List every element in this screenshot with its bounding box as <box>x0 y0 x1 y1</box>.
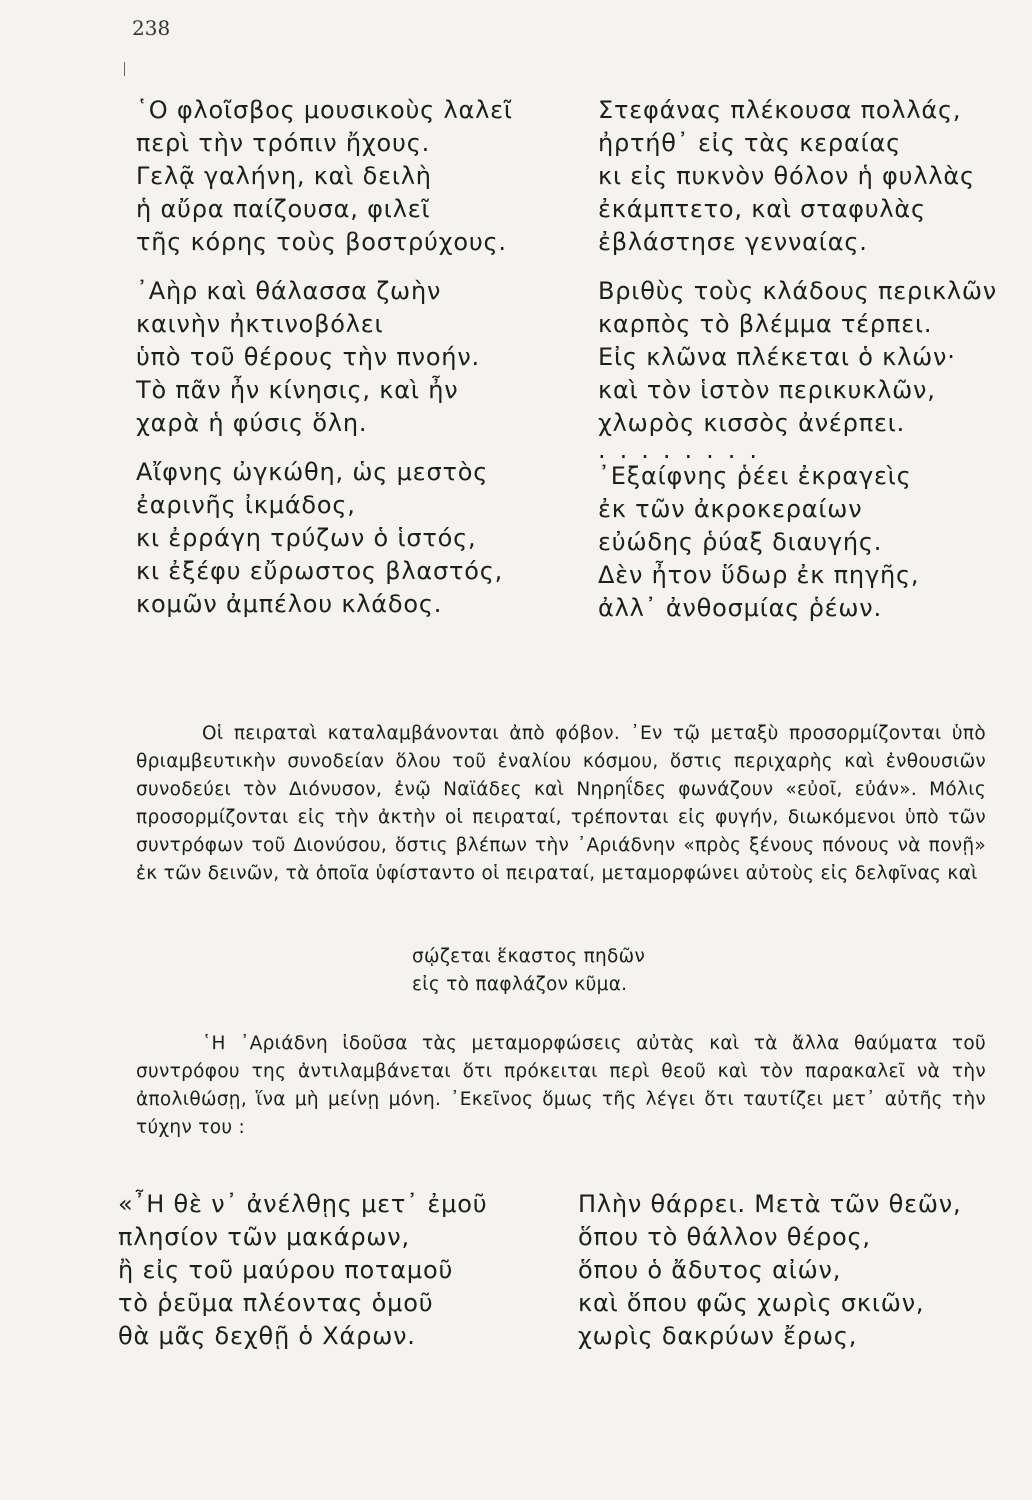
verse-line: χλωρὸς κισσὸς ἀνέρπει. <box>598 409 906 437</box>
verse-line: Δὲν ἦτον ὕδωρ ἐκ πηγῆς, <box>598 561 920 589</box>
verse-line: καὶ ὅπου φῶς χωρὶς σκιῶν, <box>578 1289 925 1317</box>
verse-line: ὑπὸ τοῦ θέρους τὴν πνοήν. <box>136 343 480 371</box>
verse-line: ἐκάμπτετο, καὶ σταφυλὰς <box>598 195 926 223</box>
verse-line: Εἰς κλῶνα πλέκεται ὁ κλών· <box>598 343 956 371</box>
verse-line: κομῶν ἀμπέλου κλάδος. <box>136 590 443 618</box>
verse-line: ἠρτήθ᾽ εἰς τὰς κεραίας <box>598 129 902 157</box>
verse-line: χωρὶς δακρύων ἔρως, <box>578 1322 858 1350</box>
verse-line: εὐώδης ῥύαξ διαυγής. <box>598 528 883 556</box>
verse-line: ὅπου τὸ θάλλον θέρος, <box>578 1223 871 1251</box>
paragraph-text: ῾Η ᾽Αριάδνη ἰδοῦσα τὰς μεταμορφώσεις αὐτὰς καὶ τὰ ἄλλα θαύματα τοῦ συντρόφου της ἀντιλαμβάνεται ὅτι πρόκειται περὶ θεοῦ καὶ τὸν παρακαλεῖ νὰ τὴν ἀπολιθώσῃ, ἵνα μὴ μείνῃ μόνη. ᾽Εκεῖνος ὅμως τῆς λέγει ὅτι ταυτίζει μετ᾽ αὐτῆς τὴν τύχην του : <box>136 1033 986 1138</box>
prose-paragraph-2 <box>136 1030 986 1142</box>
verse-line: ὅπου ὁ ἄδυτος αἰών, <box>578 1256 842 1284</box>
quote <box>412 943 645 999</box>
verse-line: καρπὸς τὸ βλέμμα τέρπει. <box>598 310 933 338</box>
stanza <box>136 94 513 259</box>
verse-line: ᾽Αὴρ καὶ θάλασσα ζωὴν <box>136 277 442 305</box>
verse-line: τὸ ῥεῦμα πλέοντας ὁμοῦ <box>118 1289 434 1317</box>
verse-line: Στεφάνας πλέκουσα πολλάς, <box>598 96 962 124</box>
verse-line: χαρὰ ἡ φύσις ὅλη. <box>136 409 368 437</box>
verse-line: κι ἐρράγη τρύζων ὁ ἱστός, <box>136 524 477 552</box>
stanza <box>136 275 513 440</box>
poem-bottom-right <box>578 1188 961 1353</box>
poem-top-left <box>136 94 513 637</box>
verse-line: Πλὴν θάρρει. Μετὰ τῶν θεῶν, <box>578 1190 962 1218</box>
page-number: 238 <box>132 16 171 40</box>
verse-line: ῾Ο φλοῖσβος μουσικοὺς λαλεῖ <box>136 96 513 124</box>
verse-line: ἡ αὔρα παίζουσα, φιλεῖ <box>136 195 431 223</box>
quote-line: εἰς τὸ παφλάζον κῦμα. <box>412 974 628 995</box>
verse-line: ἢ εἰς τοῦ μαύρου ποταμοῦ <box>118 1256 454 1284</box>
poem-bottom-left <box>118 1188 487 1353</box>
verse-line: Γελᾷ γαλήνη, καὶ δειλὴ <box>136 162 432 190</box>
prose-paragraph-1 <box>136 720 986 888</box>
verse-line: ἀλλ᾽ ἀνθοσμίας ῥέων. <box>598 594 882 622</box>
poem-top-right <box>598 94 997 641</box>
verse-line: Αἴφνης ὠγκώθη, ὡς μεστὸς <box>136 458 489 486</box>
verse-line: περὶ τὴν τρόπιν ἤχους. <box>136 129 431 157</box>
verse-line: ἐαρινῆς ἰκμάδος, <box>136 491 356 519</box>
stanza <box>598 460 997 625</box>
stanza <box>598 94 997 259</box>
verse-line: τῆς κόρης τοὺς βοστρύχους. <box>136 228 507 256</box>
verse-line: ᾽Εξαίφνης ῥέει ἐκραγεὶς <box>598 462 912 490</box>
verse-line: «῏Η θὲ ν᾽ ἀνέλθῃς μετ᾽ ἐμοῦ <box>118 1190 488 1218</box>
verse-line: καὶ τὸν ἱστὸν περικυκλῶν, <box>598 376 936 404</box>
verse-line: Βριθὺς τοὺς κλάδους περικλῶν <box>598 277 998 305</box>
verse-line: ἐβλάστησε γενναίας. <box>598 228 868 256</box>
paragraph-text: Οἱ πειραταὶ καταλαμβάνονται ἀπὸ φόβον. ᾽Εν τῷ μεταξὺ προσορμίζονται ὑπὸ θριαμβευτικὴν συνοδείαν ὅλου τοῦ ἐναλίου κόσμου, ὅστις περιχαρὴς καὶ ἐνθουσιῶν συνοδεύει τὸν Διόνυσον, ἐνῷ Ναϊάδες καὶ Νηρηΐδες φωνάζουν «εὐοῖ, εὐάν». Μόλις προσορμίζονται εἰς τὴν ἀκτὴν οἱ πειραταί, τρέπονται εἰς φυγήν, διωκόμενοι ὑπὸ τῶν συντρόφων τοῦ Διονύσου, ὅστις βλέπων τὴν ᾽Αριάδνην «πρὸς ξένους πόνους νὰ πονῇ» ἐκ τῶν δεινῶν, τὰ ὁποῖα ὑφίσταντο οἱ πειραταί, μεταμορφώνει αὐτοὺς εἰς δελφῖνας καὶ <box>136 723 986 884</box>
verse-line: κι ἐξέφυ εὔρωστος βλαστός, <box>136 557 504 585</box>
verse-line: πλησίον τῶν μακάρων, <box>118 1223 410 1251</box>
verse-line: ἐκ τῶν ἀκροκεραίων <box>598 495 863 523</box>
verse-line: Τὸ πᾶν ἦν κίνησις, καὶ ἦν <box>136 376 459 404</box>
verse-line: θὰ μᾶς δεχθῇ ὁ Χάρων. <box>118 1322 416 1350</box>
margin-mark <box>124 62 125 76</box>
omission-dots: ........ <box>598 436 772 464</box>
verse-line: κι εἰς πυκνὸν θόλον ἡ φυλλὰς <box>598 162 975 190</box>
stanza <box>598 275 997 440</box>
verse-line: καινὴν ἠκτινοβόλει <box>136 310 384 338</box>
stanza <box>136 456 513 621</box>
quote-line: σῴζεται ἕκαστος πηδῶν <box>412 946 646 967</box>
